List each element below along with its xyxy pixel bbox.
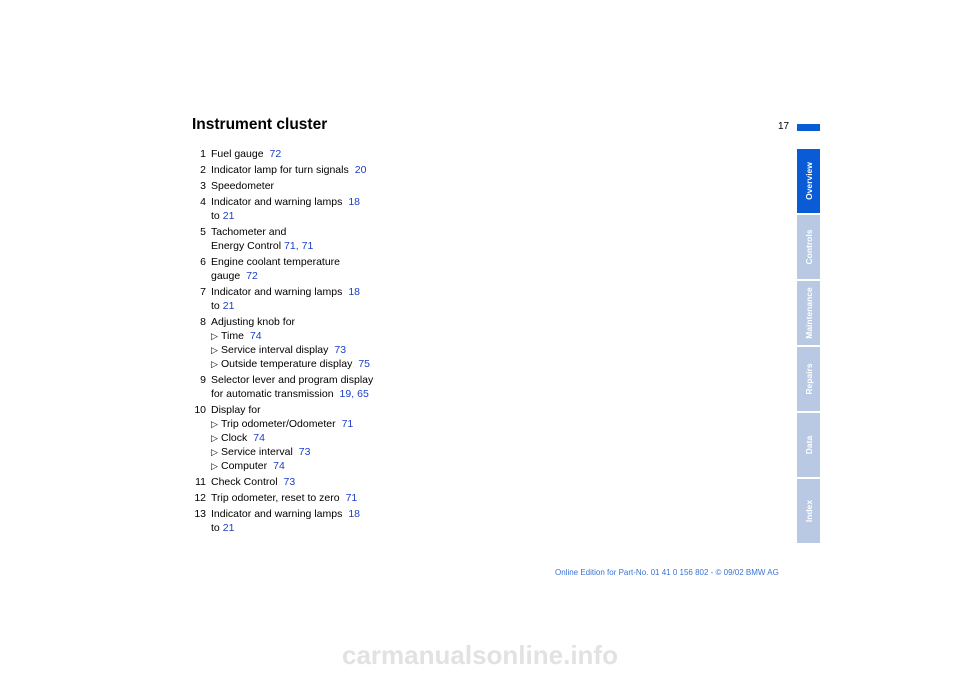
list-item: [192, 403, 392, 473]
triangle-right-icon: ▷: [211, 447, 218, 457]
item-text: Energy Control: [211, 240, 282, 252]
page-link[interactable]: 71: [301, 240, 314, 252]
item-number: 6: [200, 256, 206, 268]
page-link[interactable]: 71: [341, 418, 354, 430]
item-text: Check Control: [211, 476, 278, 488]
sub-item-text: Outside temperature display: [221, 358, 353, 370]
sub-item-text: Time: [221, 330, 244, 342]
triangle-right-icon: ▷: [211, 433, 218, 443]
list-item: [192, 315, 392, 371]
page-link[interactable]: 74: [253, 432, 265, 444]
page-separator: ,: [351, 388, 355, 400]
tab-label: Index: [803, 499, 814, 523]
item-number: 11: [195, 476, 206, 488]
item-text: Speedometer: [211, 180, 275, 192]
page-link[interactable]: 18: [348, 196, 361, 208]
page-link[interactable]: 18: [348, 508, 361, 520]
item-text: Adjusting knob for: [211, 316, 296, 328]
list-item: [192, 285, 392, 313]
tab-maintenance[interactable]: [797, 281, 820, 345]
item-to: to: [211, 522, 220, 534]
item-text: Selector lever and program display: [211, 374, 374, 386]
item-text: Trip odometer, reset to zero: [211, 492, 340, 504]
item-to: to: [211, 300, 220, 312]
component-list: [192, 147, 392, 537]
item-number: 9: [200, 374, 206, 386]
item-number: 13: [194, 508, 206, 520]
item-text: Indicator lamp for turn signals: [211, 164, 349, 176]
page-separator: ,: [295, 240, 299, 252]
page-link[interactable]: 65: [357, 388, 369, 400]
page-link[interactable]: 71: [345, 492, 358, 504]
triangle-right-icon: ▷: [211, 345, 218, 355]
item-number: 8: [200, 316, 206, 328]
page-link[interactable]: 21: [222, 522, 235, 534]
triangle-right-icon: ▷: [211, 461, 218, 471]
list-item: [192, 147, 392, 161]
item-text: Engine coolant temperature: [211, 256, 340, 268]
item-number: 12: [194, 492, 206, 504]
sub-item-text: Service interval: [221, 446, 293, 458]
tab-repairs[interactable]: [797, 347, 820, 411]
page-link[interactable]: 18: [348, 286, 361, 298]
item-number: 10: [194, 404, 206, 416]
page-link[interactable]: 72: [246, 270, 258, 282]
item-number: 2: [200, 164, 206, 176]
page-title: Instrument cluster: [192, 116, 328, 133]
item-to: to: [211, 210, 220, 222]
page-marker: [797, 124, 820, 131]
triangle-right-icon: ▷: [211, 331, 218, 341]
list-item: [192, 507, 392, 535]
item-text: Tachometer and: [211, 226, 287, 238]
list-item: [192, 255, 392, 283]
triangle-right-icon: ▷: [211, 419, 218, 429]
page-number: 17: [778, 121, 790, 132]
tab-label: Repairs: [803, 363, 814, 395]
tab-label: Maintenance: [803, 287, 814, 339]
item-text: gauge: [211, 270, 241, 282]
list-item: [192, 163, 392, 177]
item-number: 3: [200, 180, 206, 192]
page-link[interactable]: 73: [298, 446, 311, 458]
sub-item-text: Trip odometer/Odometer: [221, 418, 336, 430]
page-link[interactable]: 73: [334, 344, 347, 356]
list-item: [192, 491, 392, 505]
item-text: Indicator and warning lamps: [211, 286, 343, 298]
page-link[interactable]: 74: [249, 330, 262, 342]
item-number: 1: [200, 148, 206, 160]
list-item: [192, 179, 392, 193]
tab-controls[interactable]: [797, 215, 820, 279]
page-link[interactable]: 74: [273, 460, 285, 472]
list-item: [192, 373, 392, 401]
sub-item-text: Service interval display: [221, 344, 329, 356]
tab-data[interactable]: [797, 413, 820, 477]
list-item: [192, 195, 392, 223]
page-link[interactable]: 72: [269, 148, 282, 160]
item-text: Display for: [211, 404, 261, 416]
list-item: [192, 225, 392, 253]
watermark: carmanualsonline.info: [342, 640, 618, 670]
tab-label: Controls: [803, 229, 814, 265]
item-text: for automatic transmission: [211, 388, 334, 400]
sub-item-text: Computer: [221, 460, 268, 472]
page-link[interactable]: 19: [339, 388, 352, 400]
section-tabs: [797, 149, 820, 545]
list-item: [192, 475, 392, 489]
item-text: Fuel gauge: [211, 148, 264, 160]
page-link[interactable]: 73: [283, 476, 296, 488]
tab-index[interactable]: [797, 479, 820, 543]
item-number: 5: [200, 226, 206, 238]
page-link[interactable]: 75: [358, 358, 371, 370]
triangle-right-icon: ▷: [211, 359, 218, 369]
tab-label: Data: [803, 435, 814, 455]
page-link[interactable]: 21: [222, 300, 235, 312]
item-number: 7: [200, 286, 206, 298]
footer-copyright: Online Edition for Part-No. 01 41 0 156 802 - © 09/02 BMW AG: [555, 568, 779, 577]
tab-overview[interactable]: [797, 149, 820, 213]
page-link[interactable]: 20: [354, 164, 367, 176]
page-link[interactable]: 71: [284, 240, 296, 252]
sub-item-text: Clock: [221, 432, 248, 444]
item-text: Indicator and warning lamps: [211, 196, 343, 208]
item-text: Indicator and warning lamps: [211, 508, 343, 520]
tab-label: Overview: [803, 162, 814, 200]
item-number: 4: [200, 196, 206, 208]
page-link[interactable]: 21: [222, 210, 235, 222]
